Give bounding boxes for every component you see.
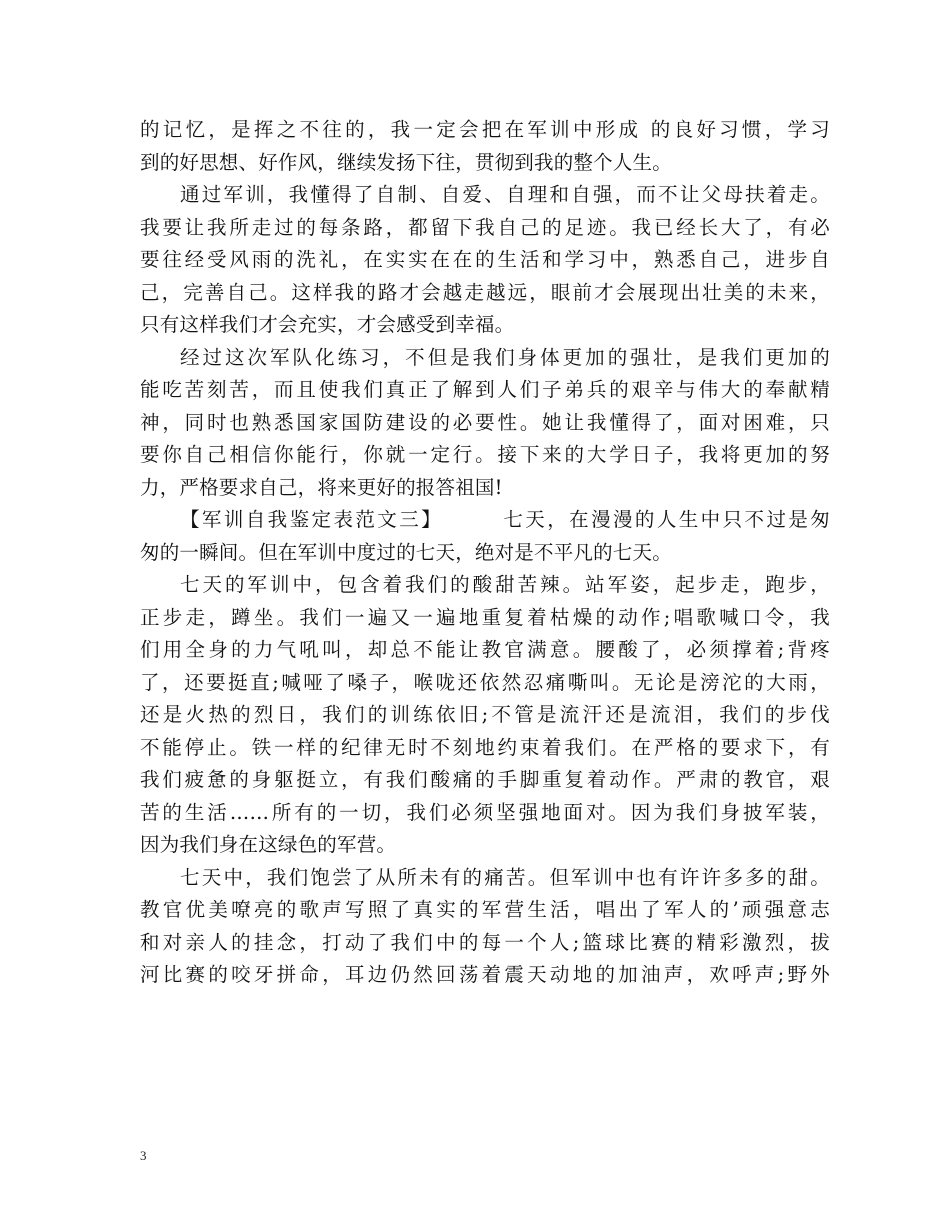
paragraph-first-line: 七天的军训中，包含着我们的酸甜苦辣。站军姿，起步走，跑步， [180, 573, 830, 596]
text-line: 正步走，蹲坐。我们一遍又一遍地重复着枯燥的动作;唱歌喊口令，我 [140, 605, 830, 629]
paragraph-first-line: 经过这次军队化练习，不但是我们身体更加的强壮，是我们更加的 [180, 345, 830, 369]
text-line: 要你自己相信你能行，你就一定行。接下来的大学日子，我将更加的努 [140, 443, 830, 466]
text-line: 力，严格要求自己，将来更好的报答祖国! [140, 475, 503, 499]
text-line: 和对亲人的挂念，打动了我们中的每一个人;篮球比赛的精彩激烈，拔 [140, 930, 830, 954]
text-line: 了，还要挺直;喊哑了嗓子，喉咙还依然忍痛嘶叫。无论是滂沱的大雨， [140, 670, 830, 694]
text-line: 只有这样我们才会充实，才会感受到幸福。 [140, 313, 515, 336]
page-number: 3 [140, 1148, 147, 1163]
section-heading-line: 【军训自我鉴定表范文三】 七天，在漫漫的人生中只不过是匆 [180, 508, 830, 531]
document-body [140, 114, 830, 992]
text-line: 己，完善自己。这样我的路才会越走越远，眼前才会展现出壮美的未来， [140, 280, 830, 304]
text-line: 到的好思想、好作风，继续发扬下往，贯彻到我的整个人生。 [140, 150, 672, 174]
text-line: 们用全身的力气吼叫，却总不能让教官满意。腰酸了，必须撑着;背疼 [140, 638, 830, 661]
text-line: 因为我们身在这绿色的军营。 [140, 833, 397, 856]
text-line: 的记忆，是挥之不往的，我一定会把在军训中形成 的良好习惯，学习 [140, 118, 830, 141]
text-line: 神，同时也熟悉国家国防建设的必要性。她让我懂得了，面对困难，只 [140, 410, 830, 434]
text-line: 教官优美嘹亮的歌声写照了真实的军营生活，唱出了军人的’顽强意志 [140, 898, 830, 921]
paragraph-first-line: 七天中，我们饱尝了从所未有的痛苦。但军训中也有许许多多的甜。 [180, 865, 830, 889]
text-line: 能吃苦刻苦，而且使我们真正了解到人们子弟兵的艰辛与伟大的奉献精 [140, 378, 830, 401]
text-line: 苦的生活……所有的一切，我们必须坚强地面对。因为我们身披军装， [140, 800, 830, 824]
text-line: 河比赛的咬牙拼命，耳边仍然回荡着震天动地的加油声，欢呼声;野外 [140, 963, 830, 986]
text-line: 我们疲惫的身躯挺立，有我们酸痛的手脚重复着动作。严肃的教官，艰 [140, 768, 830, 791]
paragraph-first-line: 通过军训，我懂得了自制、自爱、自理和自强，而不让父母扶着走。 [180, 183, 830, 206]
text-line: 匆的一瞬间。但在军训中度过的七天，绝对是不平凡的七天。 [140, 540, 672, 564]
text-line: 我要让我所走过的每条路，都留下我自己的足迹。我已经长大了，有必 [140, 215, 830, 239]
text-line: 还是火热的烈日，我们的训练依旧;不管是流汗还是流泪，我们的步伐 [140, 703, 830, 726]
text-line: 不能停止。铁一样的纪律无时不刻地约束着我们。在严格的要求下，有 [140, 735, 830, 759]
text-line: 要往经受风雨的洗礼，在实实在在的生活和学习中，熟悉自己，进步自 [140, 248, 830, 271]
